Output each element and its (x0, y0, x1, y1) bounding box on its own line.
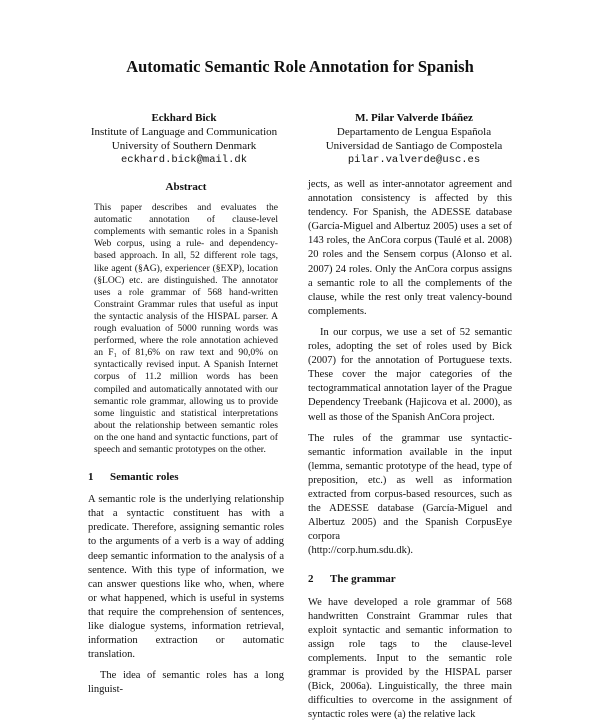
section-1-paragraph: A semantic role is the underlying relationship that a syntactic constituent has with a predicate. Therefore, assigning semantic roles to the arguments of a verb is a way of adding deep semantic information to the analysis of a sentence. With this type of information, we can answer questions like who, when, where or what happened, which is useful in systems that require the comprehension of sentences, like dialogue systems, information retrieval, information extraction or automatic translation. (88, 494, 284, 661)
abstract-heading: Abstract (165, 181, 207, 193)
body-paragraph: jects, as well as inter-annotator agreement and annotation consistency is affected by this tendency. For Spanish, the ADESSE database (García-Miguel and Albertuz 2005) uses a set of 143 roles, the AnCora corpus (Taulé et al. 2008) 20 roles and the Sensem corpus (Alonso et al. 2007) 24 roles. Only the AnCora corpus assigns a semantic role to all the complements of the clause, while the rest only treat valency-bound complements. (308, 179, 512, 317)
author-email: pilar.valverde@usc.es (347, 154, 481, 166)
body-paragraph: The rules of the grammar use syntactic-semantic information available in the input (lemma, semantic prototype of the head, type of preposition, etc.) as well as information extracted from corpus-based resources, such as the ADESSE database (García-Miguel and Albertuz 2005) and the Spanish CorpusEye corpora (308, 432, 512, 543)
author-university: University of Southern Denmark (111, 140, 257, 152)
author-name: M. Pilar Valverde Ibáñez (355, 112, 473, 124)
author-affiliation: Institute of Language and Communication (90, 126, 278, 138)
left-column (88, 180, 284, 697)
section-2-heading (308, 572, 512, 586)
right-column (308, 178, 512, 722)
section-title: Semantic roles (110, 471, 179, 484)
author-name: Eckhard Bick (151, 112, 217, 124)
corpus-url: (http://corp.hum.sdu.dk). (308, 545, 413, 557)
author-block-2 (294, 111, 534, 167)
body-paragraph: In our corpus, we use a set of 52 semantic roles, adopting the set of roles used by Bick (2007) for the annotation of Portuguese texts. These cover the major categories of the tectogrammatical annotation layer of the Prague Dependency Treebank (Hajicova et al. 2000), as well as those of the Spanish AnCora project. (308, 326, 512, 423)
section-1-paragraph-continued: The idea of semantic roles has a long linguist- (88, 670, 284, 696)
section-number: 1 (88, 471, 94, 484)
section-1-heading (88, 470, 284, 484)
author-email: eckhard.bick@mail.dk (120, 154, 248, 166)
paper-title: Automatic Semantic Role Annotation for Spanish (126, 57, 474, 76)
author-block-1 (64, 111, 304, 167)
section-title: The grammar (330, 573, 396, 586)
author-affiliation: Departamento de Lengua Española (336, 126, 492, 138)
section-number: 2 (308, 573, 314, 586)
section-2-paragraph: We have developed a role grammar of 568 handwritten Constraint Grammar rules that exploit syntactic and semantic information to assign role tags to the clause-level complements. Input to the semantic role grammar is provided by the HISPAL parser (Bick, 2006a). Linguistically, the three main difficulties to overcome in the assignment of syntactic roles were (a) the relative lack (308, 596, 512, 721)
author-university: Universidad de Santiago de Compostela (325, 140, 503, 152)
abstract-text: This paper describes and evaluates the automatic annotation of clause-level complements with semantic roles in a Spanish Web corpus, using a rule- and dependency-based approach. In all, 52 different role tags, like agent (§AG), experiencer (§EXP), location (§LOC) etc. are distinguished. The annotator uses a role grammar of 568 hand-written Constraint Grammar rules that useful as input the syntactic analysis of the HISPAL parser. A rough evaluation of 5000 running words was performed, where the role annotation achieved an F₁ of 81,6% on raw text and 90,0% on syntactically revised input. A Spanish Internet corpus of 11.2 million words has been compiled and automatically annotated with our semantic role grammar, allowing us to provide some linguistic and statistical interpretations about the relationship between semantic roles on the one hand and syntactic functions, part of speech and semantic prototypes on the other. (94, 202, 278, 455)
